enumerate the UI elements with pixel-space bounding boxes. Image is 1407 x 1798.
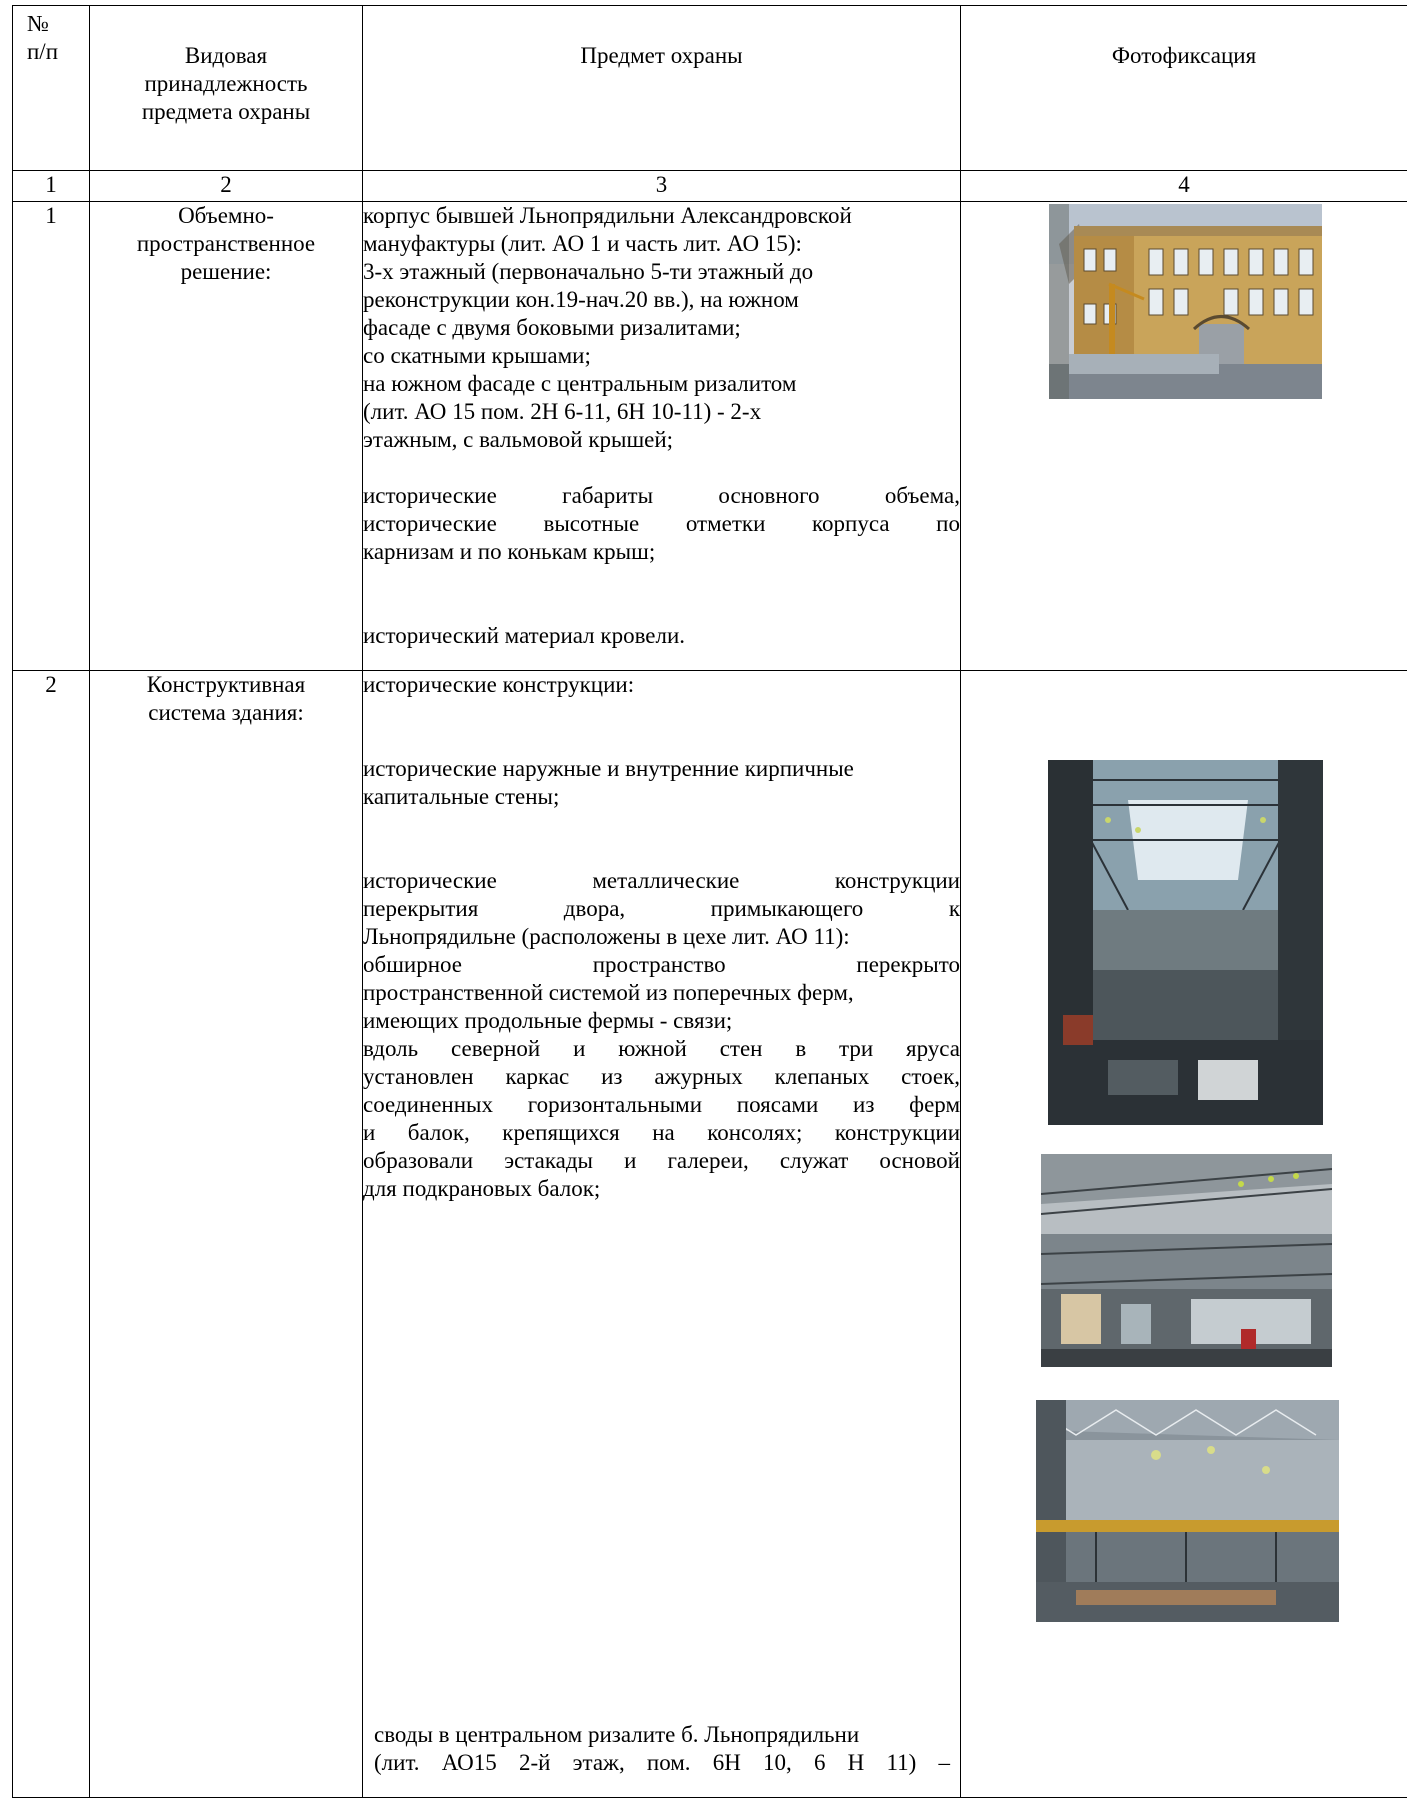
header-number-line1: № bbox=[27, 10, 89, 38]
text-line: вдоль северной и южной стен в три яруса bbox=[363, 1035, 960, 1063]
row-category-line: система здания: bbox=[90, 699, 362, 727]
row-number: 2 bbox=[13, 671, 90, 1798]
header-number-line2: п/п bbox=[27, 38, 89, 66]
text-line: капитальные стены; bbox=[363, 783, 960, 811]
text-line: фасаде с двумя боковыми ризалитами; bbox=[363, 314, 960, 342]
text-line: корпус бывшей Льнопрядильни Александровской bbox=[363, 202, 960, 230]
index-cell-3: 3 bbox=[363, 171, 961, 202]
workshop-interior-photo-1 bbox=[1048, 760, 1323, 1125]
workshop-interior-photo-2 bbox=[1041, 1154, 1332, 1367]
text-line: перекрытия двора, примыкающего к bbox=[363, 895, 960, 923]
row-category-line: Объемно- bbox=[90, 202, 362, 230]
text-line: исторические металлические конструкции bbox=[363, 867, 960, 895]
row-subject-text bbox=[363, 202, 961, 671]
text-line: установлен каркас из ажурных клепаных стоек, bbox=[363, 1063, 960, 1091]
header-category-line1: Видовая bbox=[90, 42, 362, 70]
index-cell-4: 4 bbox=[961, 171, 1407, 202]
row-photo-cell bbox=[961, 202, 1407, 671]
table-row bbox=[13, 671, 1407, 1798]
header-category-line3: предмета охраны bbox=[90, 98, 362, 126]
text-line: и балок, крепящихся на консолях; конструкции bbox=[363, 1119, 960, 1147]
text-line: обширное пространство перекрыто bbox=[363, 951, 960, 979]
text-line: Льнопрядильне (расположены в цехе лит. АО 11): bbox=[363, 923, 960, 951]
row-category bbox=[90, 202, 363, 671]
text-line: исторические конструкции: bbox=[363, 671, 960, 699]
text-line: своды в центральном ризалите б. Льнопрядильни bbox=[374, 1721, 950, 1749]
row-number: 1 bbox=[13, 202, 90, 671]
text-line: на южном фасаде с центральным ризалитом bbox=[363, 370, 960, 398]
text-line: 3-х этажный (первоначально 5-ти этажный до bbox=[363, 258, 960, 286]
text-line: исторические габариты основного объема, bbox=[363, 482, 960, 510]
index-cell-1: 1 bbox=[13, 171, 90, 202]
row-category-line: пространственное bbox=[90, 230, 362, 258]
table-row bbox=[13, 202, 1407, 671]
table-header-row bbox=[13, 6, 1407, 171]
row-category bbox=[90, 671, 363, 1798]
text-line: реконструкции кон.19-нач.20 вв.), на южном bbox=[363, 286, 960, 314]
text-line: имеющих продольные фермы - связи; bbox=[363, 1007, 960, 1035]
text-line: (лит. АО15 2-й этаж, пом. 6Н 10, 6 Н 11) – bbox=[374, 1749, 950, 1777]
text-line: исторические высотные отметки корпуса по bbox=[363, 510, 960, 538]
text-line: образовали эстакады и галереи, служат основой bbox=[363, 1147, 960, 1175]
workshop-interior-photo-3 bbox=[1036, 1400, 1339, 1622]
text-line: (лит. АО 15 пом. 2Н 6-11, 6Н 10-11) - 2-х bbox=[363, 398, 960, 426]
text-line: исторические наружные и внутренние кирпичные bbox=[363, 755, 960, 783]
header-subject bbox=[363, 6, 961, 171]
text-line: исторический материал кровели. bbox=[363, 622, 960, 650]
text-line: карнизам и по конькам крыш; bbox=[363, 538, 960, 566]
row-bottom-text bbox=[374, 1721, 950, 1777]
header-subject-label: Предмет охраны bbox=[580, 43, 742, 68]
header-category-line2: принадлежность bbox=[90, 70, 362, 98]
header-photo bbox=[961, 6, 1407, 171]
text-line: соединенных горизонтальными поясами из ферм bbox=[363, 1091, 960, 1119]
text-line: мануфактуры (лит. АО 1 и часть лит. АО 15): bbox=[363, 230, 960, 258]
text-line: со скатными крышами; bbox=[363, 342, 960, 370]
text-line: этажным, с вальмовой крышей; bbox=[363, 426, 960, 454]
header-photo-label: Фотофиксация bbox=[1112, 43, 1256, 68]
text-line: пространственной системой из поперечных ферм, bbox=[363, 979, 960, 1007]
table-index-row bbox=[13, 171, 1407, 202]
protection-table bbox=[12, 5, 1407, 1798]
row-photo-cell bbox=[961, 671, 1407, 1798]
header-number bbox=[13, 6, 90, 171]
row-category-line: Конструктивная bbox=[90, 671, 362, 699]
building-facade-photo bbox=[1049, 204, 1322, 399]
text-line: для подкрановых балок; bbox=[363, 1175, 960, 1203]
header-category bbox=[90, 6, 363, 171]
index-cell-2: 2 bbox=[90, 171, 363, 202]
row-category-line: решение: bbox=[90, 258, 362, 286]
row-subject-text bbox=[363, 671, 961, 1798]
